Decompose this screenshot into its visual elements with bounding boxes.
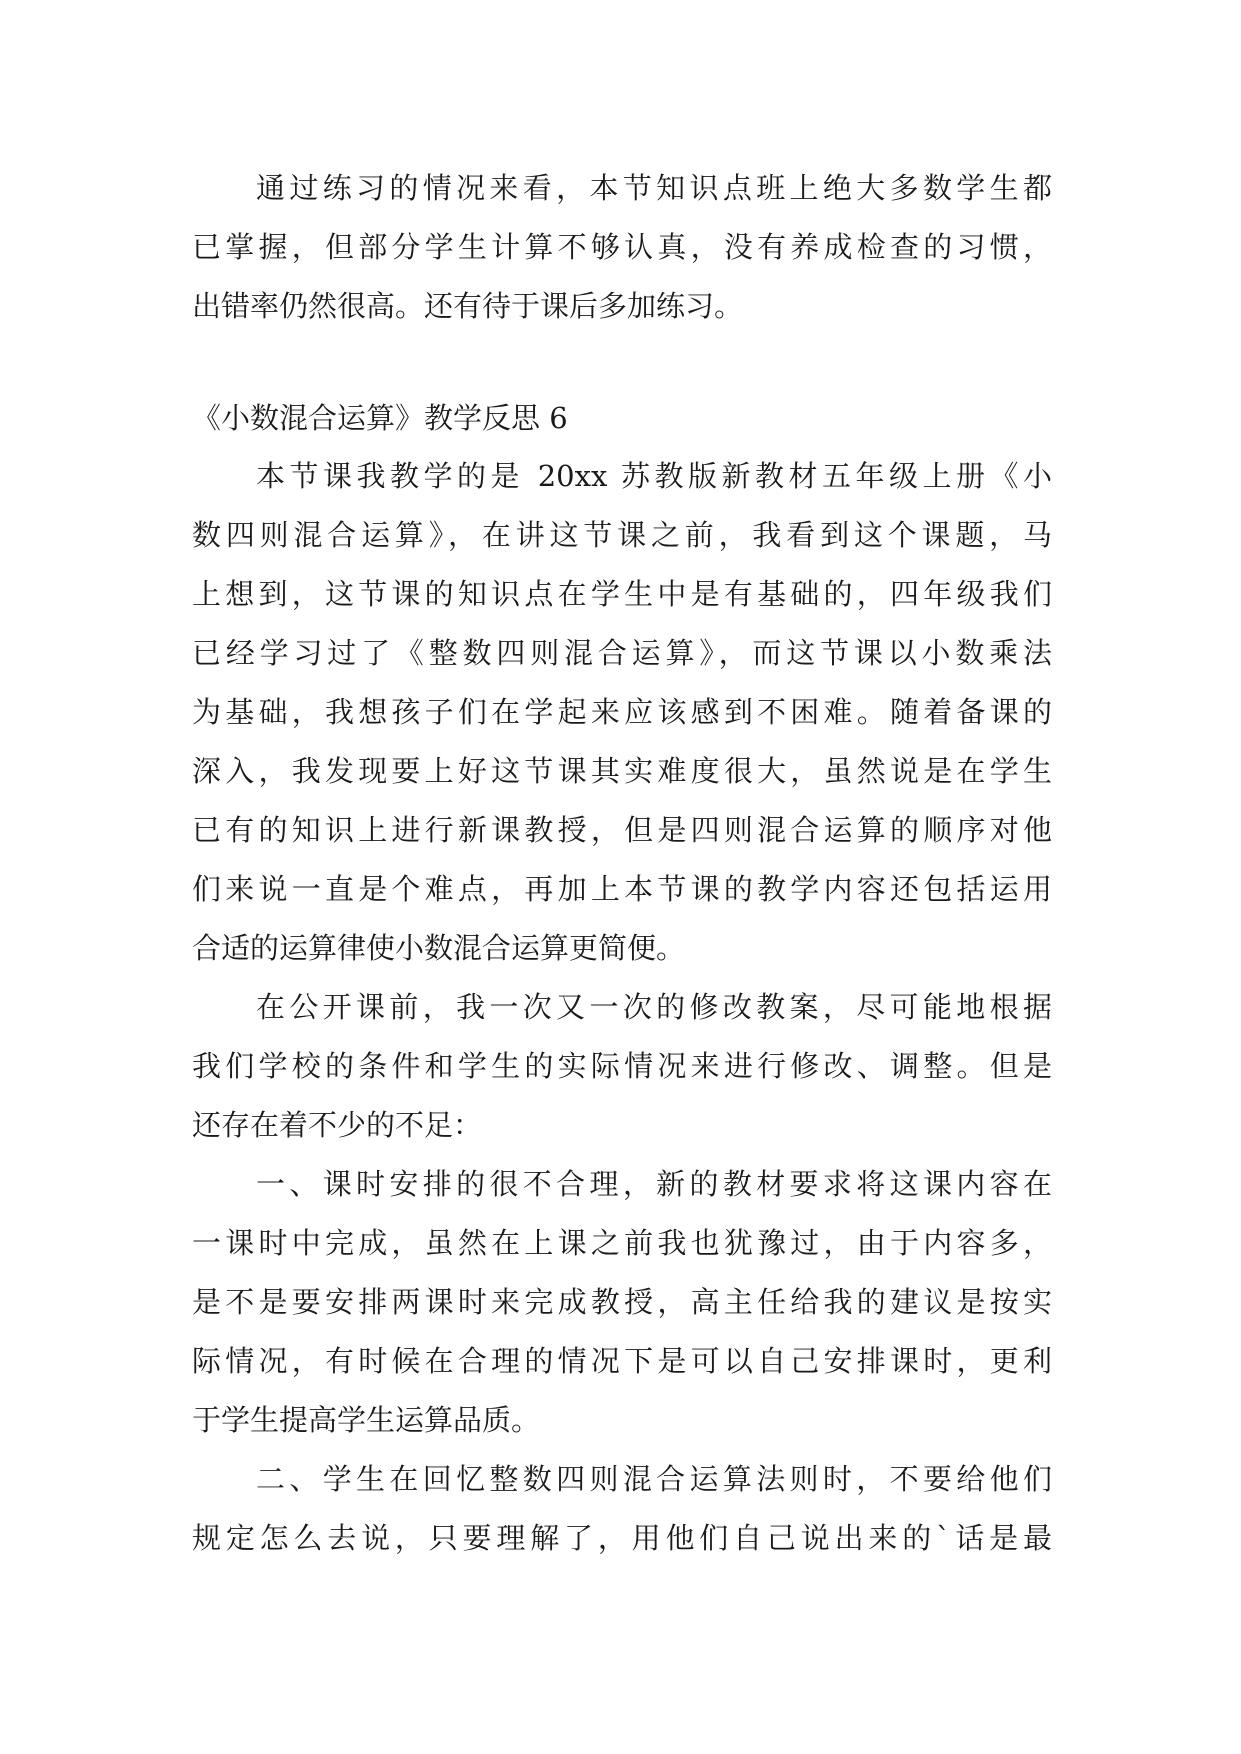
- paragraph-1-line-1: 通过练习的情况来看，本节知识点班上绝大多数学生都: [256, 171, 1052, 205]
- paragraph-2-line-9: 合适的运算律使小数混合运算更简便。: [192, 931, 686, 965]
- paragraph-1-line-3: 出错率仍然很高。还有待于课后多加练习。: [192, 289, 744, 323]
- paragraph-3-line-2: 我们学校的条件和学生的实际情况来进行修改、调整。但是: [192, 1049, 1052, 1083]
- paragraph-2-line-8: 们来说一直是个难点，再加上本节课的教学内容还包括运用: [192, 872, 1052, 906]
- paragraph-5-line-2: 规定怎么去说，只要理解了，用他们自己说出来的`话是最: [192, 1521, 1052, 1555]
- paragraph-2-line-5: 为基础，我想孩子们在学起来应该感到不困难。随着备课的: [192, 695, 1052, 729]
- paragraph-4-line-1: 一、课时安排的很不合理，新的教材要求将这课内容在: [256, 1167, 1052, 1201]
- paragraph-3-line-3: 还存在着不少的不足：: [192, 1108, 483, 1142]
- paragraph-4-line-2: 一课时中完成，虽然在上课之前我也犹豫过，由于内容多，: [192, 1226, 1052, 1260]
- paragraph-2-line-6: 深入，我发现要上好这节课其实难度很大，虽然说是在学生: [192, 754, 1052, 788]
- paragraph-2-line-7: 已有的知识上进行新课教授，但是四则混合运算的顺序对他: [192, 813, 1052, 847]
- paragraph-4-line-4: 际情况，有时候在合理的情况下是可以自己安排课时，更利: [192, 1344, 1052, 1378]
- paragraph-2-line-1: 本节课我教学的是 20xx 苏教版新教材五年级上册《小: [256, 459, 1052, 493]
- paragraph-1-line-2: 已掌握，但部分学生计算不够认真，没有养成检查的习惯，: [192, 230, 1052, 264]
- paragraph-4-line-5: 于学生提高学生运算品质。: [192, 1403, 541, 1437]
- section-heading: 《小数混合运算》教学反思 6: [192, 401, 568, 435]
- paragraph-3-line-1: 在公开课前，我一次又一次的修改教案，尽可能地根据: [256, 990, 1052, 1024]
- paragraph-2-line-4: 已经学习过了《整数四则混合运算》，而这节课以小数乘法: [192, 636, 1052, 670]
- paragraph-5-line-1: 二、学生在回忆整数四则混合运算法则时，不要给他们: [256, 1462, 1052, 1496]
- paragraph-4-line-3: 是不是要安排两课时来完成教授，高主任给我的建议是按实: [192, 1285, 1052, 1319]
- paragraph-2-line-3: 上想到，这节课的知识点在学生中是有基础的，四年级我们: [192, 577, 1052, 611]
- paragraph-2-line-2: 数四则混合运算》，在讲这节课之前，我看到这个课题，马: [192, 518, 1052, 552]
